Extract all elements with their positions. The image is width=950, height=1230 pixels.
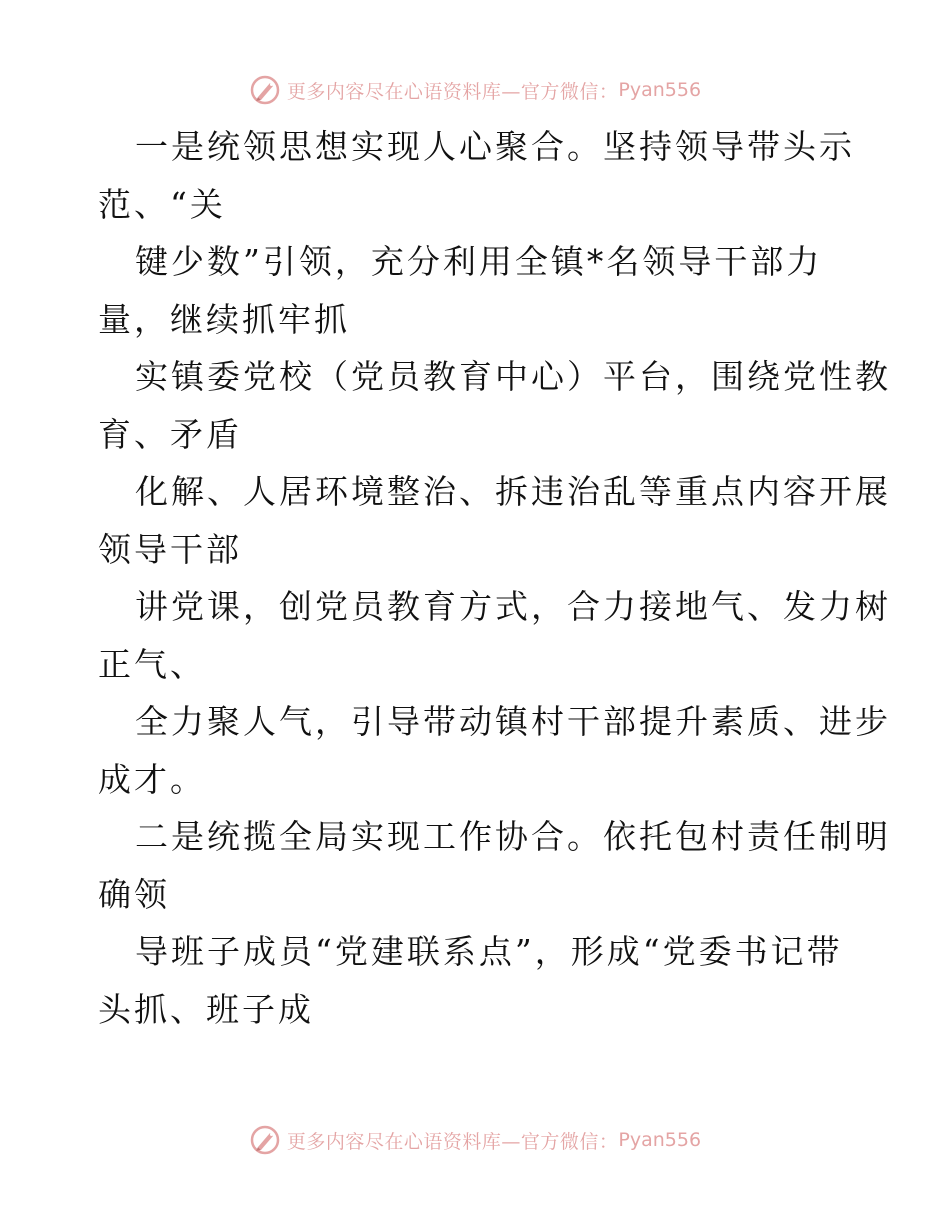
text-line: 领导干部 xyxy=(98,529,242,569)
text-line: 实镇委党校（党员教育中心）平台，围绕党性教 xyxy=(135,357,891,396)
text-line: 确领 xyxy=(98,874,170,914)
text-line: 头抓、班子成 xyxy=(98,989,314,1029)
text-line: 讲党课，创党员教育方式，合力接地气、发力树 xyxy=(135,587,891,626)
text-line: 一是统领思想实现人心聚合。坚持领导带头示 xyxy=(135,127,855,166)
text-line: 化解、人居环境整治、拆违治乱等重点内容开展 xyxy=(135,472,891,511)
footer-watermark xyxy=(0,1120,950,1160)
text-line: 导班子成员“党建联系点”，形成“党委书记带 xyxy=(135,932,843,971)
pen-logo-icon xyxy=(249,1124,281,1156)
text-line: 成才。 xyxy=(98,759,206,799)
header-watermark xyxy=(0,70,950,110)
text-line: 量，继续抓牢抓 xyxy=(98,299,350,339)
text-line: 全力聚人气，引导带动镇村干部提升素质、进步 xyxy=(135,702,891,741)
text-line: 范、“关 xyxy=(98,184,226,224)
document-body xyxy=(98,118,891,1038)
watermark-contact: Pyan556 xyxy=(618,1129,702,1151)
pen-logo-icon xyxy=(249,74,281,106)
watermark-text: 更多内容尽在心语资料库—官方微信： xyxy=(286,1130,619,1153)
watermark-text: 更多内容尽在心语资料库—官方微信： xyxy=(286,80,619,103)
text-line: 二是统揽全局实现工作协合。依托包村责任制明 xyxy=(135,817,891,856)
text-line: 育、矛盾 xyxy=(98,414,242,454)
watermark-contact: Pyan556 xyxy=(618,79,702,101)
text-line: 正气、 xyxy=(98,644,206,684)
text-line: 键少数”引领，充分利用全镇*名领导干部力 xyxy=(135,242,823,281)
